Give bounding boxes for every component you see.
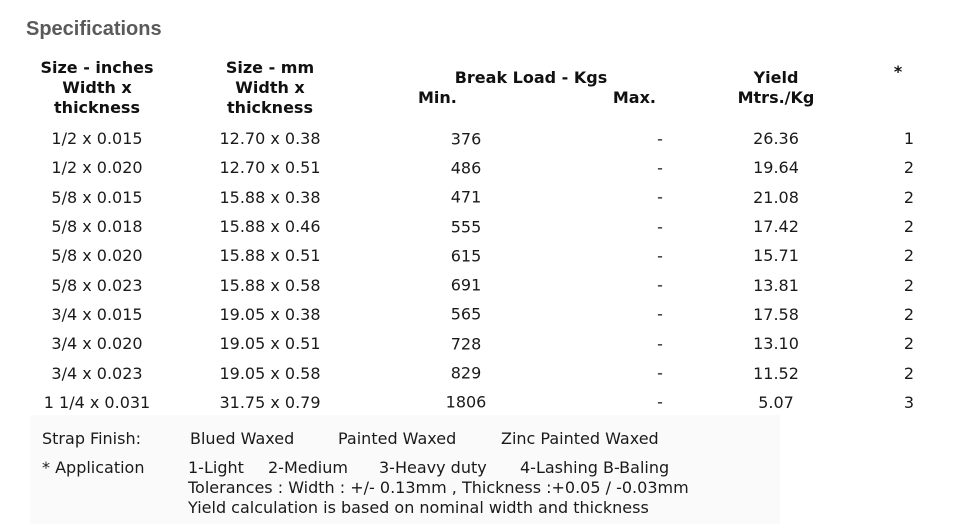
cell-yield: 13.81 <box>753 275 799 295</box>
header-size-inches-line: Size - inches <box>40 58 154 77</box>
cell-size-mm: 12.70 x 0.51 <box>219 158 321 178</box>
cell-break-load <box>366 153 696 182</box>
table-row <box>20 183 940 212</box>
cell-break-max: - <box>657 187 663 207</box>
table-header-row <box>20 52 940 124</box>
cell-size-inches: 5/8 x 0.020 <box>51 246 143 266</box>
header-yield-line: Mtrs./Kg <box>737 88 815 107</box>
header-break-load <box>366 52 696 124</box>
cell-size-inches: 3/4 x 0.023 <box>51 363 143 383</box>
cell-size-inches: 5/8 x 0.015 <box>51 187 143 207</box>
header-size-inches <box>20 52 174 124</box>
cell-break-load <box>366 124 696 153</box>
cell-size-mm: 15.88 x 0.51 <box>219 246 321 266</box>
cell-break-min: 376 <box>450 129 482 149</box>
cell-application: 1 <box>903 129 914 149</box>
cell-size-inches: 1 1/4 x 0.031 <box>43 392 151 412</box>
cell-yield: 21.08 <box>753 187 799 207</box>
cell-break-load <box>366 183 696 212</box>
cell-break-load <box>366 300 696 329</box>
cell-break-max: - <box>657 129 663 149</box>
cell-break-max: - <box>657 158 663 178</box>
table-row <box>20 153 940 182</box>
cell-break-load <box>366 270 696 299</box>
header-size-inches-line: Width x <box>62 78 132 97</box>
cell-yield: 11.52 <box>753 363 799 383</box>
page-title: Specifications <box>26 18 162 40</box>
table-row <box>20 270 940 299</box>
cell-break-max: - <box>657 363 663 383</box>
cell-break-max: - <box>657 275 663 295</box>
cell-yield: 5.07 <box>758 392 794 412</box>
cell-break-min: 829 <box>450 363 482 383</box>
cell-yield: 26.36 <box>753 129 799 149</box>
cell-size-inches: 1/2 x 0.020 <box>51 158 143 178</box>
header-min: Min. <box>418 88 457 107</box>
cell-break-max: - <box>657 246 663 266</box>
cell-size-mm: 15.88 x 0.58 <box>219 275 321 295</box>
cell-size-mm: 19.05 x 0.58 <box>219 363 321 383</box>
cell-break-load <box>366 212 696 241</box>
table-row <box>20 388 940 417</box>
cell-break-min: 728 <box>450 334 482 354</box>
header-size-mm <box>174 52 366 124</box>
application-option: 2-Medium <box>268 458 348 477</box>
tolerances-note: Tolerances : Width : +/- 0.13mm , Thickness :+0.05 / -0.03mm <box>188 478 689 497</box>
application-label: * Application <box>42 458 145 477</box>
cell-size-inches: 3/4 x 0.015 <box>51 304 143 324</box>
cell-size-inches: 3/4 x 0.020 <box>51 334 143 354</box>
header-max: Max. <box>612 88 656 107</box>
cell-size-mm: 19.05 x 0.38 <box>219 304 321 324</box>
cell-application: 2 <box>903 334 914 354</box>
header-size-inches-line: thickness <box>54 98 140 117</box>
cell-application: 2 <box>903 304 914 324</box>
cell-break-min: 565 <box>450 304 482 324</box>
cell-break-max: - <box>657 217 663 237</box>
header-size-mm-line: Width x <box>235 78 305 97</box>
cell-yield: 13.10 <box>753 334 799 354</box>
application-option: 3-Heavy duty <box>379 458 487 477</box>
finish-option: Zinc Painted Waxed <box>501 429 659 448</box>
finish-option: Blued Waxed <box>190 429 295 448</box>
header-break-load-title: Break Load - Kgs <box>454 68 608 87</box>
cell-yield: 15.71 <box>753 246 799 266</box>
cell-size-inches: 5/8 x 0.023 <box>51 275 143 295</box>
cell-yield: 17.42 <box>753 217 799 237</box>
cell-size-mm: 19.05 x 0.51 <box>219 334 321 354</box>
cell-application: 2 <box>903 246 914 266</box>
cell-break-min: 486 <box>450 158 482 178</box>
finish-option: Painted Waxed <box>338 429 457 448</box>
cell-application: 2 <box>903 363 914 383</box>
cell-break-min: 615 <box>450 246 482 266</box>
cell-break-load <box>366 241 696 270</box>
cell-break-max: - <box>657 304 663 324</box>
header-size-mm-line: Size - mm <box>225 58 315 77</box>
cell-size-inches: 1/2 x 0.015 <box>51 129 143 149</box>
table-row <box>20 358 940 387</box>
cell-break-max: - <box>657 392 663 412</box>
cell-break-load <box>366 388 696 417</box>
notes-panel <box>30 415 780 524</box>
cell-break-min: 691 <box>450 275 482 295</box>
header-application-star: * <box>893 62 903 81</box>
table-row <box>20 329 940 358</box>
yield-note: Yield calculation is based on nominal width and thickness <box>188 498 649 517</box>
table-row <box>20 212 940 241</box>
cell-size-mm: 31.75 x 0.79 <box>219 392 321 412</box>
cell-break-min: 471 <box>450 187 482 207</box>
cell-yield: 19.64 <box>753 158 799 178</box>
cell-application: 2 <box>903 275 914 295</box>
application-option: 4-Lashing B-Baling <box>520 458 670 477</box>
cell-break-min: 555 <box>450 217 482 237</box>
cell-size-mm: 15.88 x 0.46 <box>219 217 321 237</box>
cell-size-inches: 5/8 x 0.018 <box>51 217 143 237</box>
header-yield <box>696 52 856 124</box>
table-row <box>20 300 940 329</box>
cell-size-mm: 15.88 x 0.38 <box>219 187 321 207</box>
cell-break-min: 1806 <box>445 392 487 412</box>
cell-application: 2 <box>903 187 914 207</box>
header-yield-line: Yield <box>753 68 799 87</box>
cell-application: 2 <box>903 158 914 178</box>
cell-size-mm: 12.70 x 0.38 <box>219 129 321 149</box>
cell-break-load <box>366 358 696 387</box>
cell-application: 2 <box>903 217 914 237</box>
table-row <box>20 241 940 270</box>
cell-application: 3 <box>903 392 914 412</box>
cell-break-load <box>366 329 696 358</box>
table-row <box>20 124 940 153</box>
specifications-table <box>20 52 940 417</box>
application-option: 1-Light <box>188 458 244 477</box>
cell-yield: 17.58 <box>753 304 799 324</box>
finish-label: Strap Finish: <box>42 429 141 448</box>
header-size-mm-line: thickness <box>227 98 313 117</box>
cell-break-max: - <box>657 334 663 354</box>
